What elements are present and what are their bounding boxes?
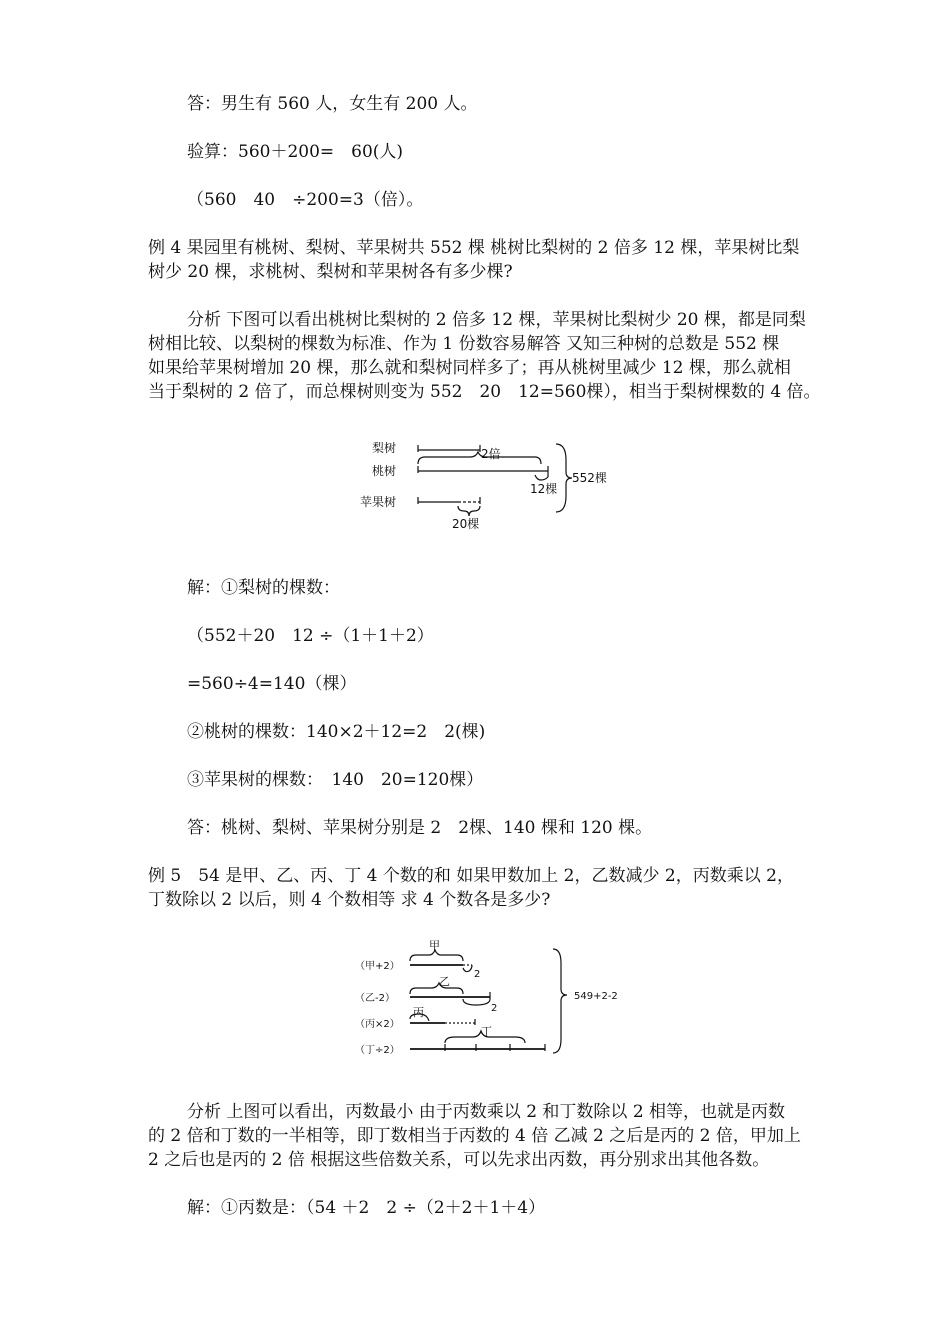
- label-apple: 苹果树: [360, 495, 397, 509]
- text-line: 树相比较、以梨树的棵数为标准、作为 1 份数容易解答 又知三种树的总数是 552 棵: [148, 334, 780, 354]
- label-two-b: 2: [491, 1003, 498, 1014]
- text-line: 分析 下图可以看出桃树比梨树的 2 倍多 12 棵，苹果树比梨树少 20 棵，都是同梨: [187, 310, 806, 330]
- label-row2: （乙-2）: [355, 993, 395, 1004]
- label-row1: （甲+2）: [355, 961, 400, 972]
- label-peach: 桃树: [372, 464, 397, 478]
- four-numbers-diagram: [345, 935, 635, 1065]
- label-bing: 丙: [413, 1006, 424, 1019]
- text-line: 如果给苹果树增加 20 棵，那么就和梨树同样多了；再从桃树里减少 12 棵，那么就相: [148, 358, 791, 378]
- text-line: ③苹果树的棵数： 140 20=120棵）: [187, 770, 484, 790]
- text-line: 答：桃树、梨树、苹果树分别是 2 2棵、140 棵和 120 棵。: [187, 818, 653, 838]
- label-jia-top: 甲: [429, 939, 440, 952]
- label-row4: （丁÷2）: [355, 1045, 400, 1056]
- label-row3: （丙×2）: [355, 1019, 400, 1030]
- text-line: 树少 20 棵，求桃树、梨树和苹果树各有多少棵?: [148, 262, 513, 282]
- label-total: 549+2-2: [574, 991, 618, 1002]
- tree-count-diagram: [360, 430, 620, 535]
- text-line: ②桃树的棵数：140×2＋12=2 2(棵): [187, 722, 486, 742]
- text-line: 的 2 倍和丁数的一半相等，即丁数相当于丙数的 4 倍 乙减 2 之后是丙的 2 倍，甲加上: [148, 1126, 801, 1146]
- text-line: 例 5 54 是甲、乙、丙、丁 4 个数的和 如果甲数加上 2，乙数减少 2，丙数乘以 2，: [148, 866, 794, 886]
- text-line: 丁数除以 2 以后，则 4 个数相等 求 4 个数各是多少?: [148, 890, 551, 910]
- text-line: （560 40 ÷200=3（倍）。: [187, 190, 424, 210]
- label-yi: 乙: [439, 975, 450, 988]
- text-line: 例 4 果园里有桃树、梨树、苹果树共 552 棵 桃树比梨树的 2 倍多 12 棵，苹果树比梨: [148, 238, 800, 258]
- text-line: 验算：560＋200= 60(人): [187, 142, 404, 162]
- text-line: 答：男生有 560 人，女生有 200 人。: [187, 94, 478, 114]
- text-line: 当于梨树的 2 倍了，而总棵树则变为 552 20 12=560棵），相当于梨树棵数的 4 倍。: [148, 382, 821, 402]
- label-double: 2倍: [481, 447, 501, 461]
- label-two-a: 2: [474, 969, 481, 980]
- text-line: 解：①丙数是：（54 ＋2 2 ÷（2＋2＋1＋4）: [187, 1198, 546, 1218]
- label-20: 20棵: [452, 517, 480, 531]
- text-line: 解：①梨树的棵数：: [187, 578, 340, 598]
- label-pear: 梨树: [372, 441, 397, 455]
- label-12: 12棵: [530, 482, 558, 496]
- label-ding: 丁: [481, 1025, 492, 1038]
- label-total: 552棵: [572, 471, 607, 485]
- text-line: 2 之后也是丙的 2 倍 根据这些倍数关系，可以先求出丙数，再分别求出其他各数。: [148, 1150, 770, 1170]
- text-line: =560÷4=140（棵）: [187, 674, 357, 694]
- text-line: （552＋20 12 ÷（1＋1＋2）: [187, 626, 434, 646]
- text-line: 分析 上图可以看出，丙数最小 由于丙数乘以 2 和丁数除以 2 相等，也就是丙数: [187, 1102, 786, 1122]
